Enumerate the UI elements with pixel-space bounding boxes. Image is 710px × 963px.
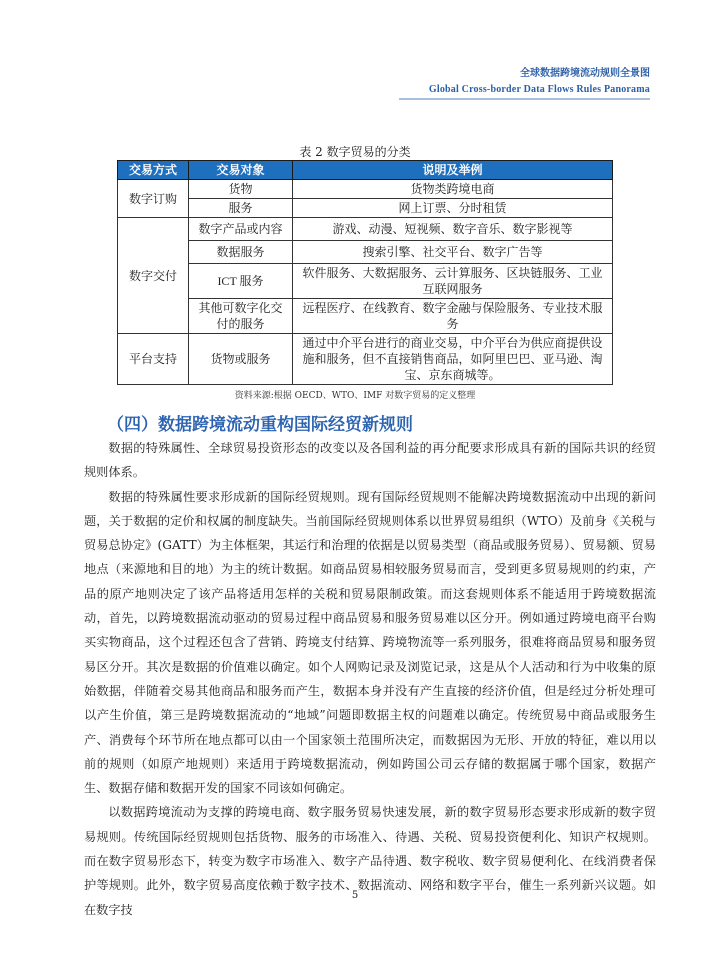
header-divider	[399, 98, 650, 100]
page-number: 5	[351, 890, 359, 901]
table-row	[118, 264, 613, 299]
object-cell: 货物	[189, 180, 293, 199]
paragraph: 数据的特殊属性要求形成新的国际经贸规则。现有国际经贸规则不能解决跨境数据流动中出现的新问题，关于数据的定价和权属的制度缺失。当前国际经贸规则体系以世界贸易组织（WTO）及前身《关税与贸易总协定》(GATT）为主体框架，其运行和治理的依据是以贸易类型（商品或服务贸易）、贸易额、贸易地点（来源地和目的地）为主的统计数据。如商品贸易相较服务贸易而言，受到更多贸易规则的约束，产品的原产地则决定了该产品将适用怎样的关税和贸易限制政策。而这套规则体系不能适用于跨境数据流动，首先，以跨境数据流动驱动的贸易过程中商品贸易和服务贸易难以区分开。例如通过跨境电商平台购买实物商品，这个过程还包含了营销、跨境支付结算、跨境物流等一系列服务，很难将商品贸易和服务贸易区分开。其次是数据的价值难以确定。如个人网购记录及浏览记录，这是从个人活动和行为中收集的原始数据，伴随着交易其他商品和服务而产生，数据本身并没有产生直接的经济价值，但是经过分析处理可以产生价值，第三是跨境数据流动的“地域”问题即数据主权的问题难以确定。传统贸易中商品或服务生产、消费每个环节所在地点都可以由一个国家领土范围所决定，而数据因为无形、开放的特征，难以用以前的规则（如原产地规则）来适用于跨境数据流动，例如跨国公司云存储的数据属于哪个国家，数据产生、数据存储和数据开发的国家不同该如何确定。	[84, 489, 656, 796]
mode-cell: 数字交付	[118, 218, 189, 334]
desc-cell: 游戏、动漫、短视频、数字音乐、数字影视等	[293, 218, 613, 241]
body-text	[84, 436, 656, 922]
table-caption: 表 2 数字贸易的分类	[299, 145, 411, 159]
table-row	[118, 218, 613, 241]
desc-cell: 软件服务、大数据服务、云计算服务、区块链服务、工业互联网服务	[293, 264, 613, 299]
digital-trade-table	[117, 160, 613, 385]
table-row	[118, 199, 613, 218]
table-source-note: 资料来源:根据 OECD、WTO、IMF 对数字贸易的定义整理	[234, 391, 476, 401]
object-cell: 服务	[189, 199, 293, 218]
header-cell-desc: 说明及举例	[293, 161, 613, 180]
table-row	[118, 241, 613, 264]
object-cell: 数据服务	[189, 241, 293, 264]
desc-cell: 远程医疗、在线教育、数字金融与保险服务、专业技术服务	[293, 299, 613, 334]
header-title-en: Global Cross-border Data Flows Rules Panorama	[428, 84, 650, 95]
header-cell-mode: 交易方式	[118, 161, 189, 180]
desc-cell: 通过中介平台进行的商业交易，中介平台为供应商提供设施和服务，但不直接销售商品，如阿里巴巴、亚马逊、淘宝、京东商城等。	[293, 334, 613, 385]
paragraph: 以数据跨境流动为支撑的跨境电商、数字服务贸易快速发展，新的数字贸易形态要求形成新的数字贸易规则。传统国际经贸规则包括货物、服务的市场准入、待遇、关税、贸易投资便利化、知识产权规则。而在数字贸易形态下，转变为数字市场准入、数字产品待遇、数字税收、数字贸易便利化、在线消费者保护等规则。此外，数字贸易高度依赖于数字技术、数据流动、网络和数字平台，催生一系列新兴议题。如在数字技	[84, 805, 656, 917]
desc-cell: 搜索引擎、社交平台、数字广告等	[293, 241, 613, 264]
section-title: （四）数据跨境流动重构国际经贸新规则	[107, 415, 413, 435]
desc-cell: 货物类跨境电商	[293, 180, 613, 199]
header-cell-object: 交易对象	[189, 161, 293, 180]
object-cell: 货物或服务	[189, 334, 293, 385]
mode-cell: 数字订购	[118, 180, 189, 218]
desc-cell: 网上订票、分时租赁	[293, 199, 613, 218]
mode-cell: 平台支持	[118, 334, 189, 385]
table-row	[118, 334, 613, 385]
object-cell: 其他可数字化交付的服务	[189, 299, 293, 334]
object-cell: ICT 服务	[189, 264, 293, 299]
header-title-cn: 全球数据跨境流动规则全景图	[520, 68, 650, 79]
paragraph: 数据的特殊属性、全球贸易投资形态的改变以及各国利益的再分配要求形成具有新的国际共识的经贸规则体系。	[84, 441, 656, 480]
object-cell: 数字产品或内容	[189, 218, 293, 241]
table-row	[118, 299, 613, 334]
table-header-row	[118, 161, 613, 180]
table-row	[118, 180, 613, 199]
